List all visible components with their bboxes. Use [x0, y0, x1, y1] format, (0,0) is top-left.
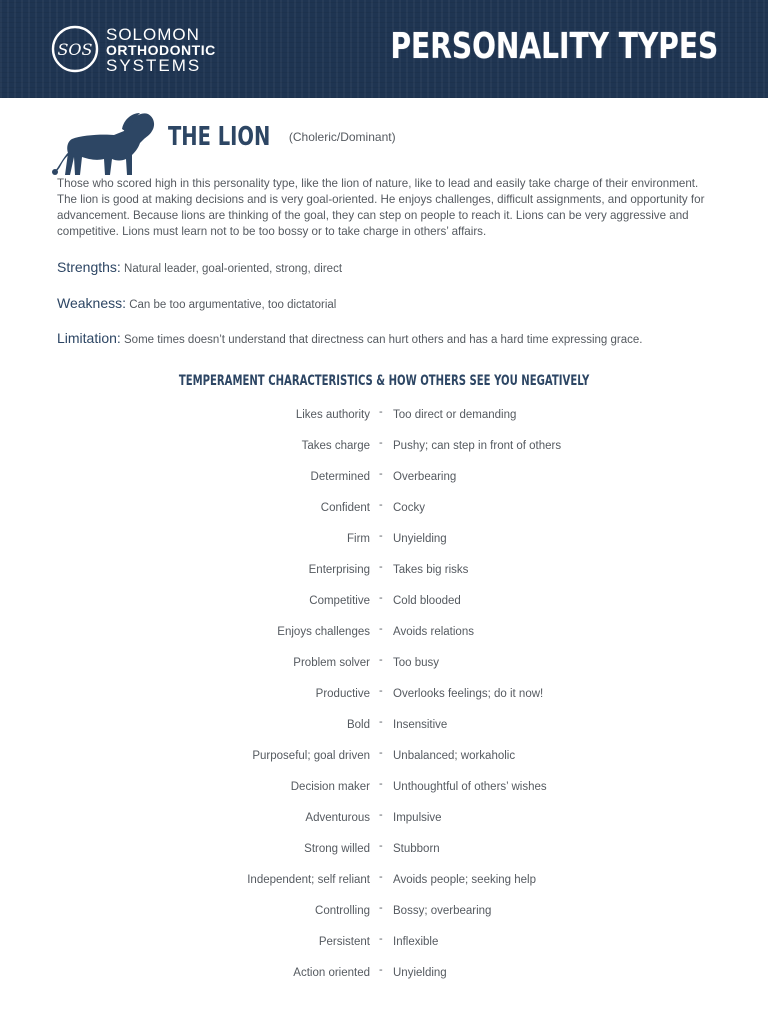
personality-type-heading [168, 122, 396, 152]
positive-trait: Likes authority [295, 409, 370, 421]
limitation-line [57, 330, 642, 346]
characteristic-row [0, 403, 768, 434]
strengths-line [57, 259, 342, 275]
page-title: PERSONALITY TYPES [390, 26, 718, 67]
separator-dash: - [379, 871, 383, 883]
positive-trait: Firm [347, 533, 370, 545]
negative-perception: Too busy [393, 657, 440, 669]
negative-perception: Too direct or demanding [393, 409, 517, 421]
company-logo [50, 24, 220, 76]
separator-dash: - [379, 499, 383, 511]
negative-perception: Cold blooded [393, 595, 461, 607]
characteristic-row [0, 465, 768, 496]
characteristics-table [0, 403, 768, 992]
logo-line-2: ORTHODONTIC [106, 42, 216, 58]
positive-trait: Determined [310, 471, 370, 483]
type-name: THE LION [168, 122, 271, 152]
characteristic-row [0, 713, 768, 744]
separator-dash: - [379, 902, 383, 914]
separator-dash: - [379, 654, 383, 666]
characteristic-row [0, 682, 768, 713]
positive-trait: Controlling [315, 905, 370, 917]
characteristics-title [0, 373, 768, 389]
limitation-text: Some times doesn’t understand that directness can hurt others and has a hard time expressing grace. [124, 334, 643, 346]
separator-dash: - [379, 530, 383, 542]
characteristic-row [0, 527, 768, 558]
strengths-label: Strengths: [57, 259, 121, 275]
characteristic-row [0, 775, 768, 806]
separator-dash: - [379, 437, 383, 449]
characteristic-row [0, 899, 768, 930]
separator-dash: - [379, 778, 383, 790]
type-description: Those who scored high in this personality type, like the lion of nature, like to lead and easily take charge of their environment. The lion is good at making decisions and is very goal-oriented. He enjoys challenges, difficult assignments, and opportunity for advancement. Because lions are thinking of the goal, they can step on people to reach it. Lions can be very aggressive and competitive. Lions must learn not to be too bossy or to take charge in others’ affairs. [57, 177, 705, 238]
separator-dash: - [379, 685, 383, 697]
positive-trait: Competitive [309, 595, 370, 607]
logo-wordmark [106, 27, 216, 74]
positive-trait: Adventurous [305, 812, 370, 824]
limitation-label: Limitation: [57, 330, 121, 346]
negative-perception: Cocky [393, 502, 425, 514]
negative-perception: Impulsive [393, 812, 442, 824]
strengths-text: Natural leader, goal-oriented, strong, direct [124, 263, 343, 275]
separator-dash: - [379, 716, 383, 728]
characteristic-row [0, 651, 768, 682]
positive-trait: Confident [320, 502, 370, 514]
negative-perception: Pushy; can step in front of others [393, 440, 562, 452]
positive-trait: Strong willed [304, 843, 370, 855]
logo-line-1: SOLOMON [106, 25, 200, 44]
characteristic-row [0, 806, 768, 837]
separator-dash: - [379, 809, 383, 821]
positive-trait: Decision maker [290, 781, 370, 793]
logo-monogram: SOS [57, 40, 93, 59]
header-banner [0, 0, 768, 98]
characteristic-row [0, 558, 768, 589]
characteristic-row [0, 589, 768, 620]
characteristic-row [0, 496, 768, 527]
positive-trait: Enjoys challenges [277, 626, 370, 638]
negative-perception: Unyielding [393, 967, 447, 979]
negative-perception: Avoids relations [393, 626, 474, 638]
lion-silhouette-icon [52, 109, 156, 179]
characteristic-row [0, 930, 768, 961]
separator-dash: - [379, 933, 383, 945]
separator-dash: - [379, 964, 383, 976]
positive-trait: Takes charge [301, 440, 370, 452]
negative-perception: Bossy; overbearing [393, 905, 492, 917]
negative-perception: Overlooks feelings; do it now! [393, 688, 544, 700]
separator-dash: - [379, 747, 383, 759]
weakness-label: Weakness: [57, 295, 126, 311]
characteristic-row [0, 434, 768, 465]
negative-perception: Unyielding [393, 533, 447, 545]
logo-line-3: SYSTEMS [106, 56, 202, 75]
positive-trait: Action oriented [293, 967, 370, 979]
positive-trait: Bold [346, 719, 370, 731]
characteristic-row [0, 837, 768, 868]
characteristic-row [0, 961, 768, 992]
characteristic-row [0, 744, 768, 775]
weakness-line [57, 295, 336, 311]
positive-trait: Productive [315, 688, 370, 700]
weakness-text: Can be too argumentative, too dictatorial [129, 299, 337, 311]
positive-trait: Persistent [318, 936, 370, 948]
negative-perception: Avoids people; seeking help [393, 874, 537, 886]
separator-dash: - [379, 406, 383, 418]
negative-perception: Takes big risks [393, 564, 469, 576]
positive-trait: Enterprising [308, 564, 370, 576]
characteristic-row [0, 868, 768, 899]
negative-perception: Insensitive [393, 719, 448, 731]
type-subtitle: (Choleric/Dominant) [288, 130, 396, 144]
characteristic-row [0, 620, 768, 651]
negative-perception: Unthoughtful of others’ wishes [393, 781, 547, 793]
negative-perception: Overbearing [393, 471, 457, 483]
sos-monogram-icon [50, 24, 100, 74]
separator-dash: - [379, 623, 383, 635]
negative-perception: Inflexible [393, 936, 439, 948]
separator-dash: - [379, 561, 383, 573]
characteristics-title-text: TEMPERAMENT CHARACTERISTICS & HOW OTHERS SEE YOU NEGATIVELY [178, 373, 590, 389]
negative-perception: Stubborn [393, 843, 440, 855]
separator-dash: - [379, 840, 383, 852]
negative-perception: Unbalanced; workaholic [393, 750, 516, 762]
positive-trait: Purposeful; goal driven [252, 750, 370, 762]
separator-dash: - [379, 592, 383, 604]
positive-trait: Problem solver [293, 657, 370, 669]
separator-dash: - [379, 468, 383, 480]
positive-trait: Independent; self reliant [247, 874, 370, 886]
